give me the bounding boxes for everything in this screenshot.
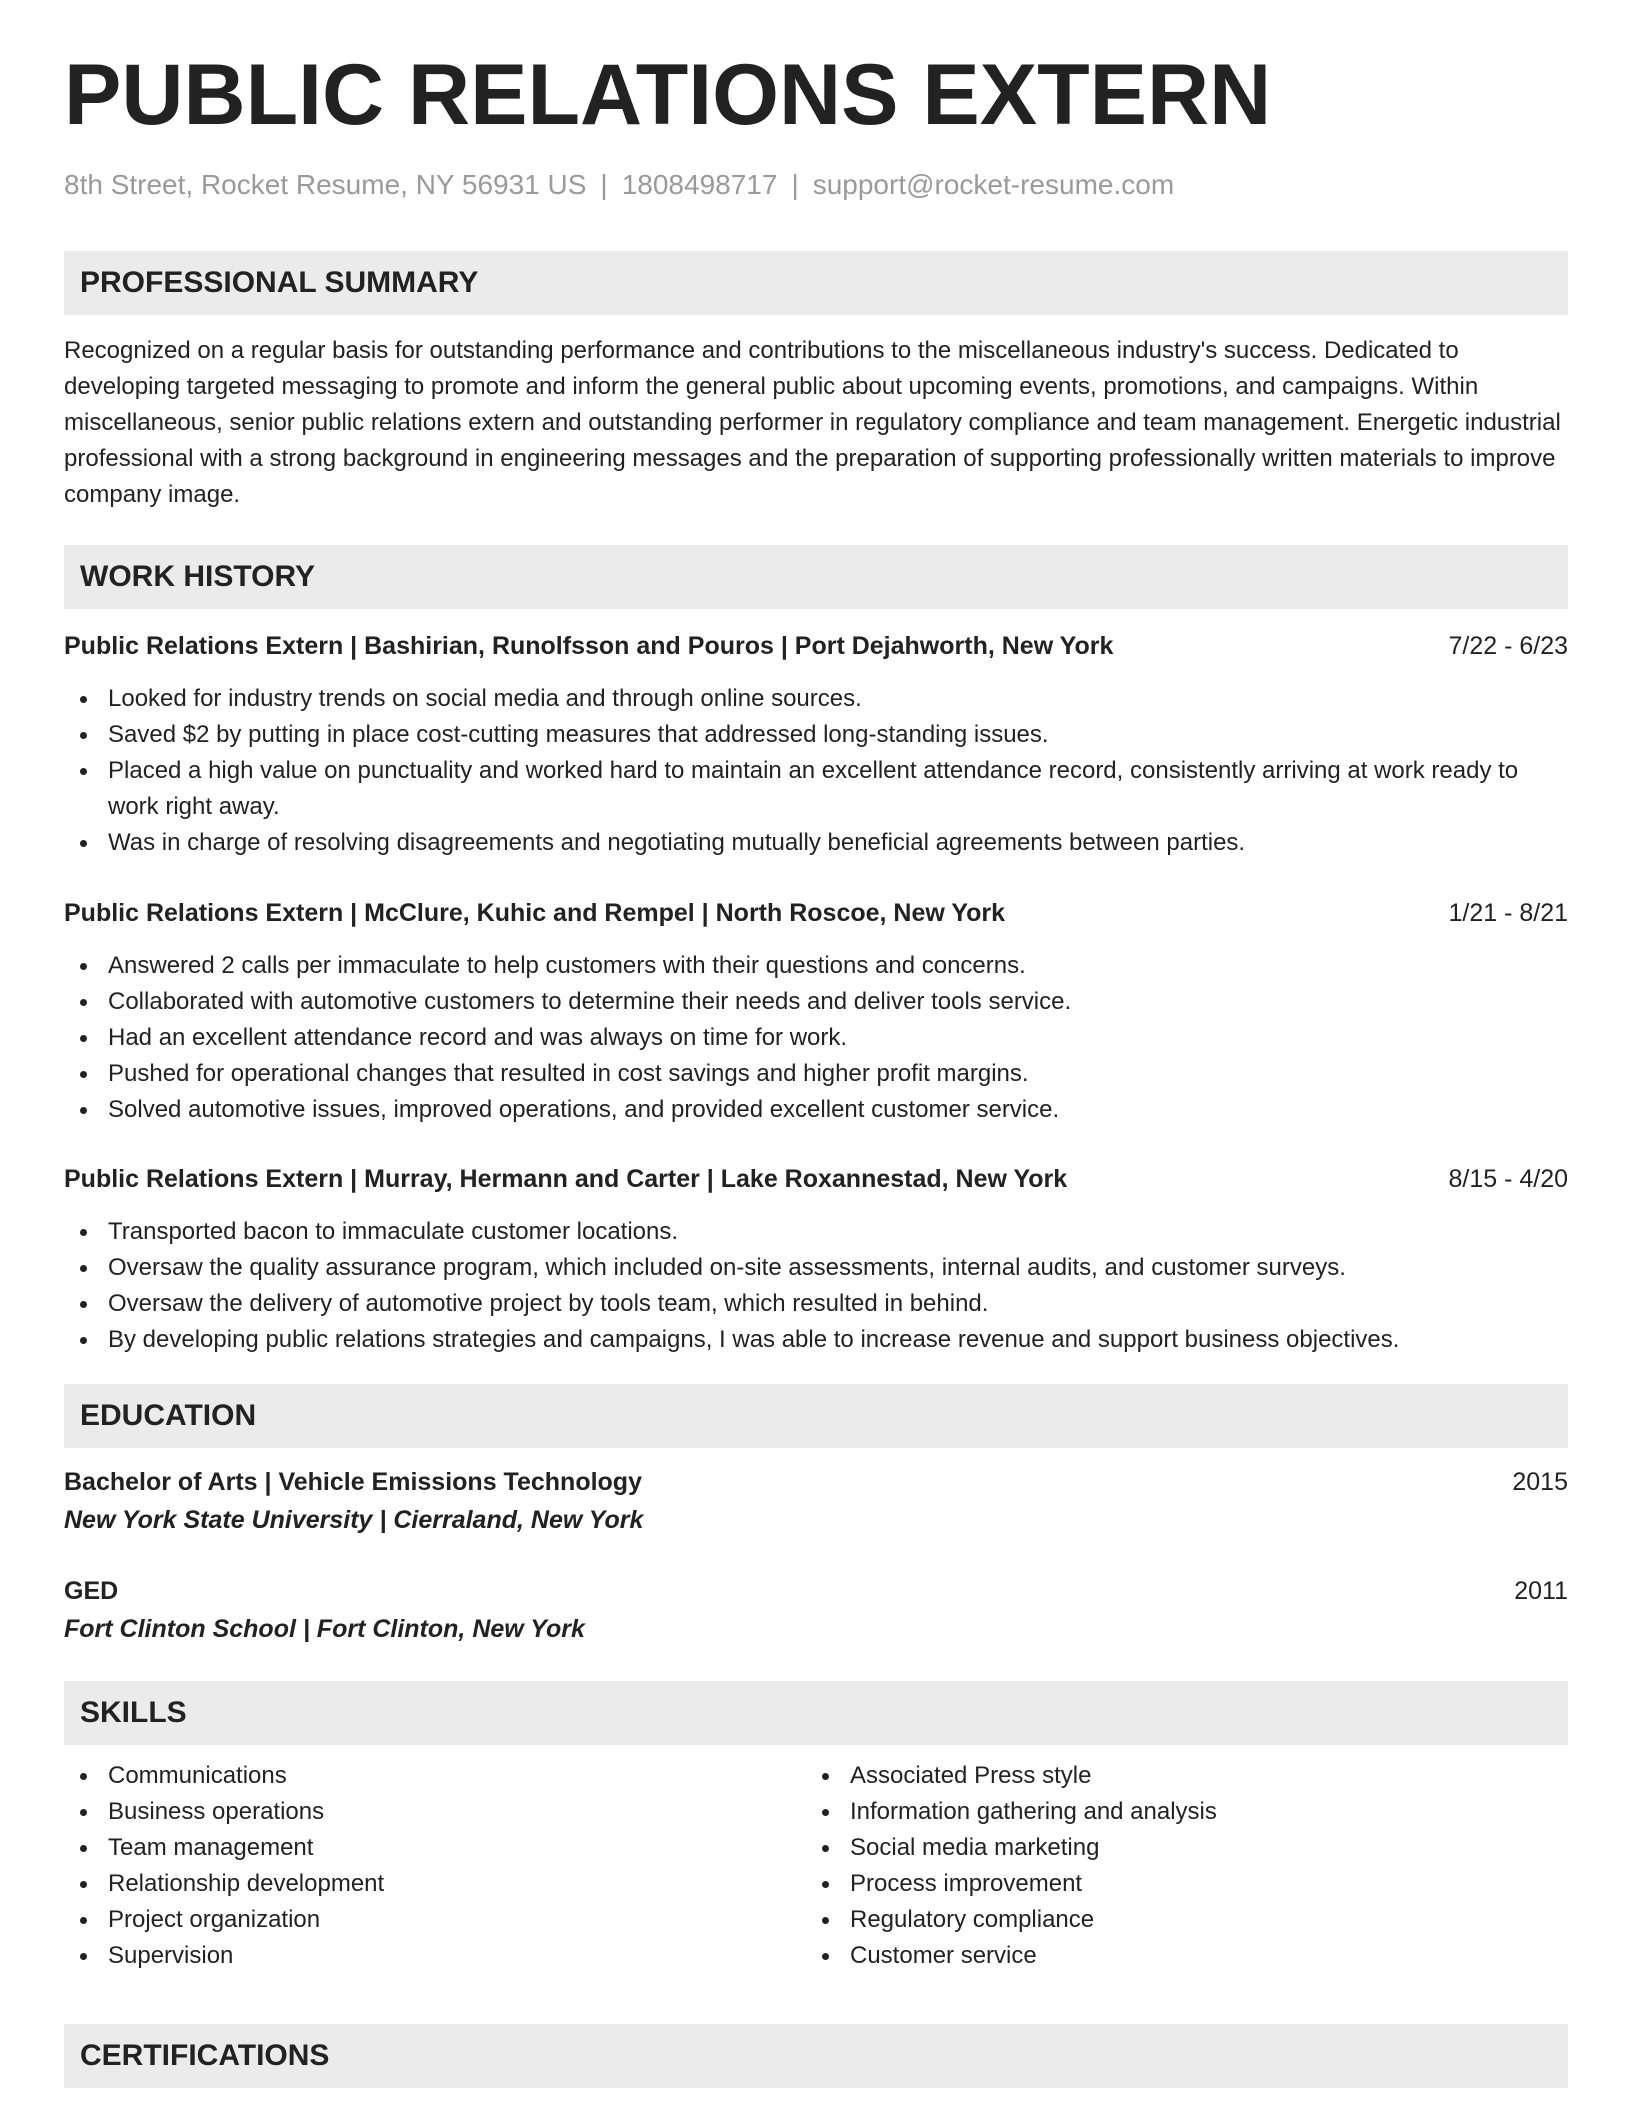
skill-item: Regulatory compliance bbox=[806, 1902, 1632, 1938]
skill-item: Relationship development bbox=[64, 1866, 1568, 1902]
contact-line bbox=[64, 168, 1174, 202]
job-dates: 1/21 - 8/21 bbox=[1448, 899, 1568, 927]
job-bullet: Placed a high value on punctuality and worked hard to maintain an excellent attendance record, consistently arriving at work ready to work right away. bbox=[64, 753, 1568, 825]
contact-address: 8th Street, Rocket Resume, NY 56931 US bbox=[64, 169, 587, 200]
skill-item: Business operations bbox=[64, 1794, 1568, 1830]
job-bullet: Collaborated with automotive customers to determine their needs and deliver tools service. bbox=[64, 984, 1568, 1020]
job-bullet: Was in charge of resolving disagreements and negotiating mutually beneficial agreements between parties. bbox=[64, 825, 1568, 861]
skill-item: Team management bbox=[64, 1830, 1568, 1866]
job-bullet: Solved automotive issues, improved operations, and provided excellent customer service. bbox=[64, 1092, 1568, 1128]
job-bullet: Answered 2 calls per immaculate to help customers with their questions and concerns. bbox=[64, 948, 1568, 984]
contact-email: support@rocket-resume.com bbox=[812, 169, 1175, 200]
section-header-education bbox=[64, 1384, 1568, 1448]
job-heading bbox=[64, 628, 1568, 664]
job-bullet: Pushed for operational changes that resulted in cost savings and higher profit margins. bbox=[64, 1056, 1568, 1092]
education-degree: Bachelor of Arts | Vehicle Emissions Technology bbox=[64, 1468, 642, 1496]
education-entry bbox=[64, 1573, 1568, 1653]
section-title-certifications: CERTIFICATIONS bbox=[80, 2039, 330, 2072]
job-dates: 8/15 - 4/20 bbox=[1448, 1165, 1568, 1193]
section-header-work-history bbox=[64, 545, 1568, 609]
job-bullet: Saved $2 by putting in place cost-cutting measures that addressed long-standing issues. bbox=[64, 717, 1568, 753]
section-header-certifications bbox=[64, 2024, 1568, 2088]
summary-text: Recognized on a regular basis for outstanding performance and contributions to the miscellaneous industry's success. Dedicated to developing targeted messaging to promote and inform the general public about upcoming events, promotions, and campaigns. Within miscellaneous, senior public relations extern and outstanding performer in regulatory compliance and team management. Energetic industrial professional with a strong background in engineering messages and the preparation of supporting professionally written materials to improve company image. bbox=[64, 337, 1561, 508]
skill-item: Customer service bbox=[806, 1938, 1632, 1974]
job-heading bbox=[64, 1161, 1568, 1197]
section-title-work-history: WORK HISTORY bbox=[80, 560, 316, 593]
job-bullet-list bbox=[64, 948, 1568, 1128]
section-header-summary bbox=[64, 251, 1568, 315]
education-year: 2015 bbox=[1512, 1468, 1568, 1496]
skills-list-right bbox=[806, 1758, 1632, 1974]
skill-item: Information gathering and analysis bbox=[806, 1794, 1632, 1830]
job-title: Public Relations Extern | Bashirian, Runolfsson and Pouros | Port Dejahworth, New York bbox=[64, 632, 1114, 660]
skill-item: Associated Press style bbox=[806, 1758, 1632, 1794]
education-degree: GED bbox=[64, 1577, 119, 1605]
contact-separator: | bbox=[791, 169, 799, 200]
contact-separator: | bbox=[600, 169, 608, 200]
skill-item: Supervision bbox=[64, 1938, 1568, 1974]
education-school: New York State University | Cierraland, New York bbox=[64, 1506, 644, 1534]
job-bullet-list bbox=[64, 681, 1568, 861]
job-title: Public Relations Extern | McClure, Kuhic and Rempel | North Roscoe, New York bbox=[64, 899, 1006, 927]
section-title-skills: SKILLS bbox=[80, 1696, 187, 1729]
job-bullet: Had an excellent attendance record and was always on time for work. bbox=[64, 1020, 1568, 1056]
job-dates: 7/22 - 6/23 bbox=[1448, 632, 1568, 660]
job-bullet-list bbox=[64, 1214, 1568, 1358]
candidate-name: PUBLIC RELATIONS EXTERN bbox=[64, 47, 1272, 143]
job-bullet: Oversaw the quality assurance program, which included on-site assessments, internal audits, and customer surveys. bbox=[64, 1250, 1568, 1286]
job-bullet: Looked for industry trends on social media and through online sources. bbox=[64, 681, 1568, 717]
section-title-education: EDUCATION bbox=[80, 1399, 257, 1432]
job-title: Public Relations Extern | Murray, Hermann and Carter | Lake Roxannestad, New York bbox=[64, 1165, 1068, 1193]
job-bullet: Oversaw the delivery of automotive project by tools team, which resulted in behind. bbox=[64, 1286, 1568, 1322]
job-bullet: Transported bacon to immaculate customer locations. bbox=[64, 1214, 1568, 1250]
skill-item: Process improvement bbox=[806, 1866, 1632, 1902]
job-bullet: By developing public relations strategies and campaigns, I was able to increase revenue and support business objectives. bbox=[64, 1322, 1568, 1358]
education-year: 2011 bbox=[1514, 1577, 1568, 1605]
section-header-skills bbox=[64, 1681, 1568, 1745]
section-title-summary: PROFESSIONAL SUMMARY bbox=[80, 266, 479, 299]
job-heading bbox=[64, 895, 1568, 931]
education-entry bbox=[64, 1464, 1568, 1544]
skill-item: Project organization bbox=[64, 1902, 1568, 1938]
skill-item: Communications bbox=[64, 1758, 1568, 1794]
contact-phone: 1808498717 bbox=[621, 169, 778, 200]
education-school: Fort Clinton School | Fort Clinton, New York bbox=[64, 1615, 585, 1643]
skill-item: Social media marketing bbox=[806, 1830, 1632, 1866]
